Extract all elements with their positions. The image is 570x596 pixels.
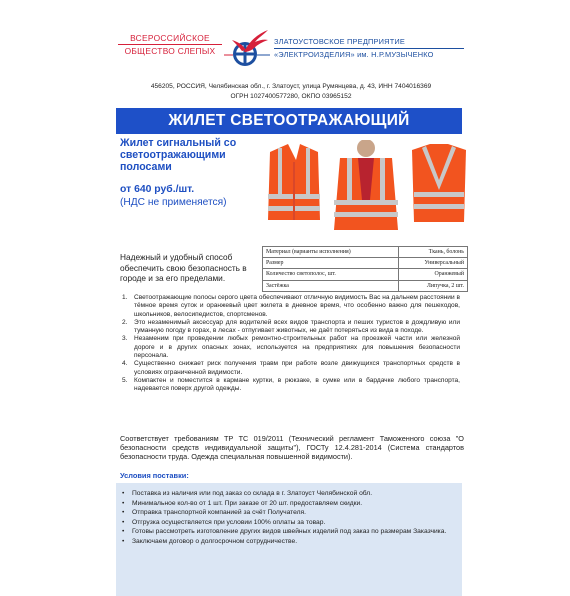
bullet-icon: • <box>122 518 125 526</box>
bullet-icon: • <box>122 509 125 517</box>
list-text: Это незаменимый аксессуар для водителей всех видов транспорта и пеших туристов в дождливую или туманную погоду в горах, в лесах - отпугивает животных, не даёт потеряться из вида в походе. <box>134 318 460 335</box>
address-block <box>126 82 456 102</box>
bullet-icon: • <box>122 537 125 545</box>
page-title: ЖИЛЕТ СВЕТООТРАЖАЮЩИЙ <box>116 108 462 134</box>
list-item <box>122 377 460 394</box>
bullet-icon: • <box>122 499 125 507</box>
spec-name: Застёжка <box>263 280 399 291</box>
list-item <box>122 508 462 518</box>
org-left-divider <box>118 44 222 45</box>
address-line1: 456205, РОССИЯ, Челябинская обл., г. Златоуст, улица Румянцева, д. 43, ИНН 7404016369 <box>150 83 432 90</box>
product-title: Жилет сигнальный со светоотражающими полосами <box>120 137 237 173</box>
org-right-divider <box>274 48 464 49</box>
address-line2: ОГРН 1027400577280, ОКПО 03965152 <box>230 93 352 100</box>
conditions-title: Условия поставки: <box>120 471 189 480</box>
list-item <box>122 319 460 336</box>
org-right-line1: ЗЛАТОУСТОВСКОЕ ПРЕДПРИЯТИЕ <box>274 37 406 46</box>
condition-text: Поставка из наличия или под заказ со склада в г. Златоуст Челябинской обл. <box>132 490 373 497</box>
list-number: 5. <box>122 376 128 384</box>
list-item <box>122 527 462 537</box>
list-item <box>122 294 460 319</box>
condition-text: Минимальное кол-во от 1 шт. При заказе от 20 шт. предоставляем скидки. <box>132 499 363 507</box>
organization-logo-icon <box>224 26 270 72</box>
table-row <box>263 258 468 269</box>
list-text: Незаменим при проведении любых ремонтно-строительных работ на проезжей части или железной дороге и в других опасных зонах, используется на предприятиях для повышения безопасности персонала. <box>134 335 460 360</box>
condition-text: Отправка транспортной компанией за счёт Получателя. <box>132 509 307 517</box>
list-number: 2. <box>122 318 128 326</box>
product-slogan: Надежный и удобный способ обеспечить свою безопасность в городе и за его пределами. <box>120 252 247 284</box>
list-text: Светоотражающие полосы серого цвета обеспечивают отличную видимость Вас на дальнем расстоянии в тёмное время суток и оранжевый цвет жилета в дневное время, что особенно важно для пешеходов, школьников, велосипедистов, спортсменов. <box>134 294 460 318</box>
spec-name: Количество светополос, шт. <box>263 269 399 280</box>
spec-name: Материал (варианты исполнения) <box>263 247 399 258</box>
condition-text: Готовы рассмотреть изготовление других видов швейных изделий под заказ по размерам Заказчика. <box>132 528 447 536</box>
spec-name: Размер <box>263 258 399 269</box>
org-right-line2: «ЭЛЕКТРОИЗДЕЛИЯ» им. Н.Р.МУЗЫЧЕНКО <box>274 50 434 59</box>
features-list <box>122 294 460 394</box>
list-item <box>122 499 462 509</box>
org-left-name <box>118 33 222 56</box>
conditions-box <box>116 483 462 596</box>
org-right-name <box>274 37 464 60</box>
list-item <box>122 537 462 547</box>
document-page <box>116 26 464 545</box>
table-row <box>263 280 468 291</box>
spec-value: Универсальный <box>399 258 468 269</box>
spec-table <box>262 246 468 292</box>
list-item <box>122 518 462 528</box>
org-left-line2: ОБЩЕСТВО СЛЕПЫХ <box>124 46 216 56</box>
vest-photo <box>262 140 468 230</box>
condition-text: Отгрузка осуществляется при условии 100% оплаты за товар. <box>132 518 326 526</box>
compliance-statement: Соответствует требованиям ТР ТС 019/2011 (Технический регламент Таможенного союза "О безопасности средств индивидуальной защиты"), ГОСТу 12.4.281-2014 (Система стандартов безопасности труда. Одежда специальная повышенной видимости). <box>120 434 464 462</box>
vest-back-icon <box>412 144 466 222</box>
spec-value: Ткань, болонь <box>399 247 468 258</box>
letterhead <box>116 26 462 76</box>
list-number: 3. <box>122 335 128 343</box>
conditions-list <box>116 483 462 547</box>
bullet-icon: • <box>122 528 125 536</box>
list-number: 4. <box>122 360 128 368</box>
list-text: Компактен и поместится в кармане куртки, в рюкзаке, в сумке или в бардачке любого транспорта, надевается поверх другой одежды. <box>134 376 460 393</box>
spec-value: Оранжевый <box>399 269 468 280</box>
org-left-line1: ВСЕРОССИЙСКОЕ <box>130 33 210 43</box>
list-item <box>122 489 462 499</box>
list-item <box>122 360 460 377</box>
table-row <box>263 247 468 258</box>
condition-text: Заключаем договор о долгосрочном сотрудничестве. <box>132 537 298 545</box>
list-number: 1. <box>122 294 128 301</box>
bullet-icon: • <box>122 490 125 497</box>
product-vat-note: (НДС не применяется) <box>120 197 227 208</box>
list-text: Существенно снижает риск получения травм при работе возле движущихся транспортных средств в условиях ограниченной видимости. <box>134 360 460 376</box>
product-price: от 640 руб./шт. <box>120 184 195 195</box>
list-item <box>122 335 460 360</box>
spec-value: Липучка, 2 шт. <box>399 280 468 291</box>
table-row <box>263 269 468 280</box>
